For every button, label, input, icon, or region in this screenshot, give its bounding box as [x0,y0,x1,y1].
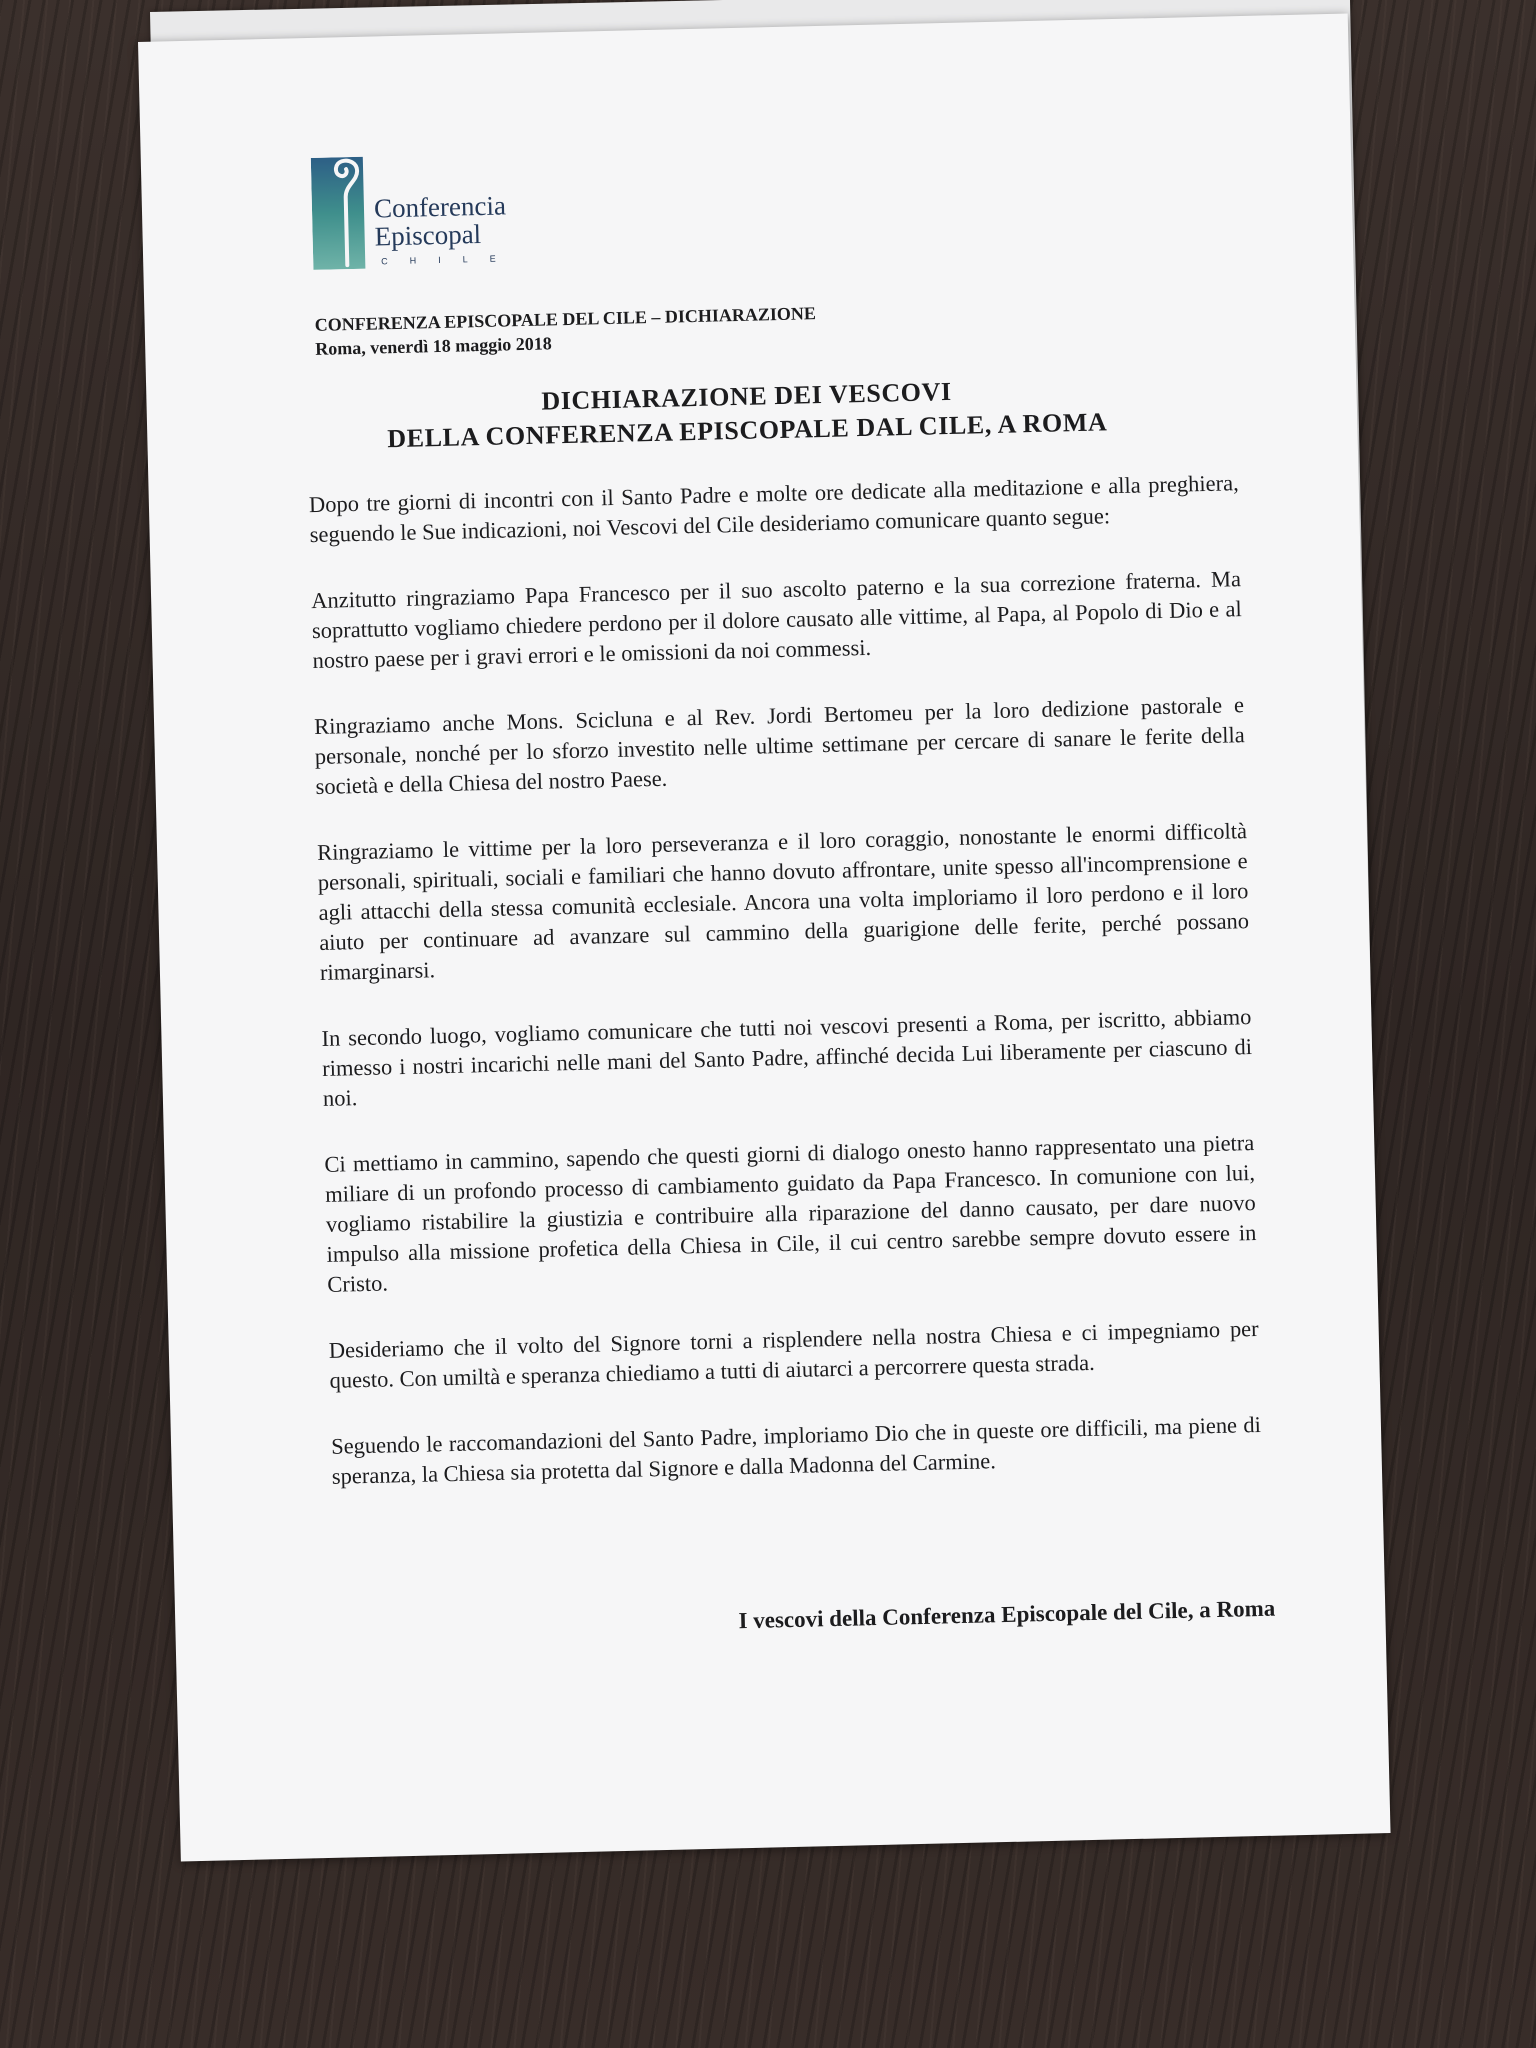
document-body [309,468,1263,1528]
paragraph: Ringraziamo le vittime per la loro perseveranza e il loro coraggio, nonostante le enormi difficoltà personali, spirituali, sociali e familiari che hanno dovuto affrontare, unite spesso all'incomprensione e agli attacchi della stessa comunità ecclesiale. Ancora una volta imploriamo il loro perdono e il loro aiuto per continuare ad avanzare sul cammino della guarigione delle ferite, perché possano rimarginarsi. [316,818,1250,985]
document-page [138,13,1391,1861]
document-header [314,296,1015,360]
title-line-2: DELLA CONFERENZA EPISCOPALE DAL CILE, A ROMA [387,407,1108,454]
title-line-1: DICHIARAZIONE DEI VESCOVI [541,376,952,416]
logo-line-2: Episcopal [374,218,482,252]
logo-line-1: Conferencia [373,190,507,224]
paragraph: Anzitutto ringraziamo Papa Francesco per il suo ascolto paterno e la sua correzione fraterna. Ma soprattutto vogliamo chiedere perdono per il dolore causato alle vittime, al Papa, al Popolo di Dio e al nostro paese per i gravi errori e le omissioni da noi commessi. [310,566,1242,674]
paragraph: Ringraziamo anche Mons. Scicluna e al Rev. Jordi Bertomeu per la loro dedizione pastorale e personale, nonché per lo sforzo investito nelle ultime settimane per cercare di sanare le ferite della società e della Chiesa del nostro Paese. [313,692,1245,800]
conferencia-episcopal-logo [311,152,574,278]
logo-wordmark [374,191,518,266]
paragraph: Ci mettiamo in cammino, sapendo che questi giorni di dialogo onesto hanno rappresentato una pietra miliare di un profondo processo di cambiamento guidato da Papa Francesco. In comunione con lui, vogliamo ristabilire la giustizia e contribuire alla riparazione del danno causato, per dare nuovo impulso alla missione profetica della Chiesa in Cile, il cui centro sarebbe sempre dovuto essere in Cristo. [324,1130,1257,1297]
header-line-1: CONFERENZA EPISCOPALE DEL CILE – DICHIARAZIONE [314,303,817,335]
logo-line-3: CHILE [381,253,518,267]
paragraph: Desideriamo che il volto del Signore torni a risplendere nella nostra Chiesa e ci impegniamo per questo. Con umiltà e speranza chiediamo a tutti di aiutarci a percorrere questa strada. [328,1315,1259,1393]
header-date: Roma, venerdì 18 maggio 2018 [315,333,552,359]
crozier-logo-icon [311,157,370,270]
paragraph: In secondo luogo, vogliamo comunicare che tutti noi vescovi presenti a Roma, per iscritto, abbiamo rimesso i nostri incarichi nelle mani del Santo Padre, affinché decida Lui liberamente per ciascuno di noi. [321,1004,1253,1111]
document-title [306,369,1187,458]
paragraph: Dopo tre giorni di incontri con il Santo Padre e molte ore dedicate alla meditazione e alla preghiera, seguendo le Sue indicazioni, noi Vescovi del Cile desideriamo comunicare quanto segue: [308,470,1239,548]
paragraph: Seguendo le raccomandazioni del Santo Padre, imploriamo Dio che in queste ore difficili, ma piene di speranza, la Chiesa sia protetta dal Signore e dalla Madonna del Carmine. [330,1411,1262,1489]
signature: I vescovi della Conferenza Episcopale del Cile, a Roma [738,1595,1276,1634]
